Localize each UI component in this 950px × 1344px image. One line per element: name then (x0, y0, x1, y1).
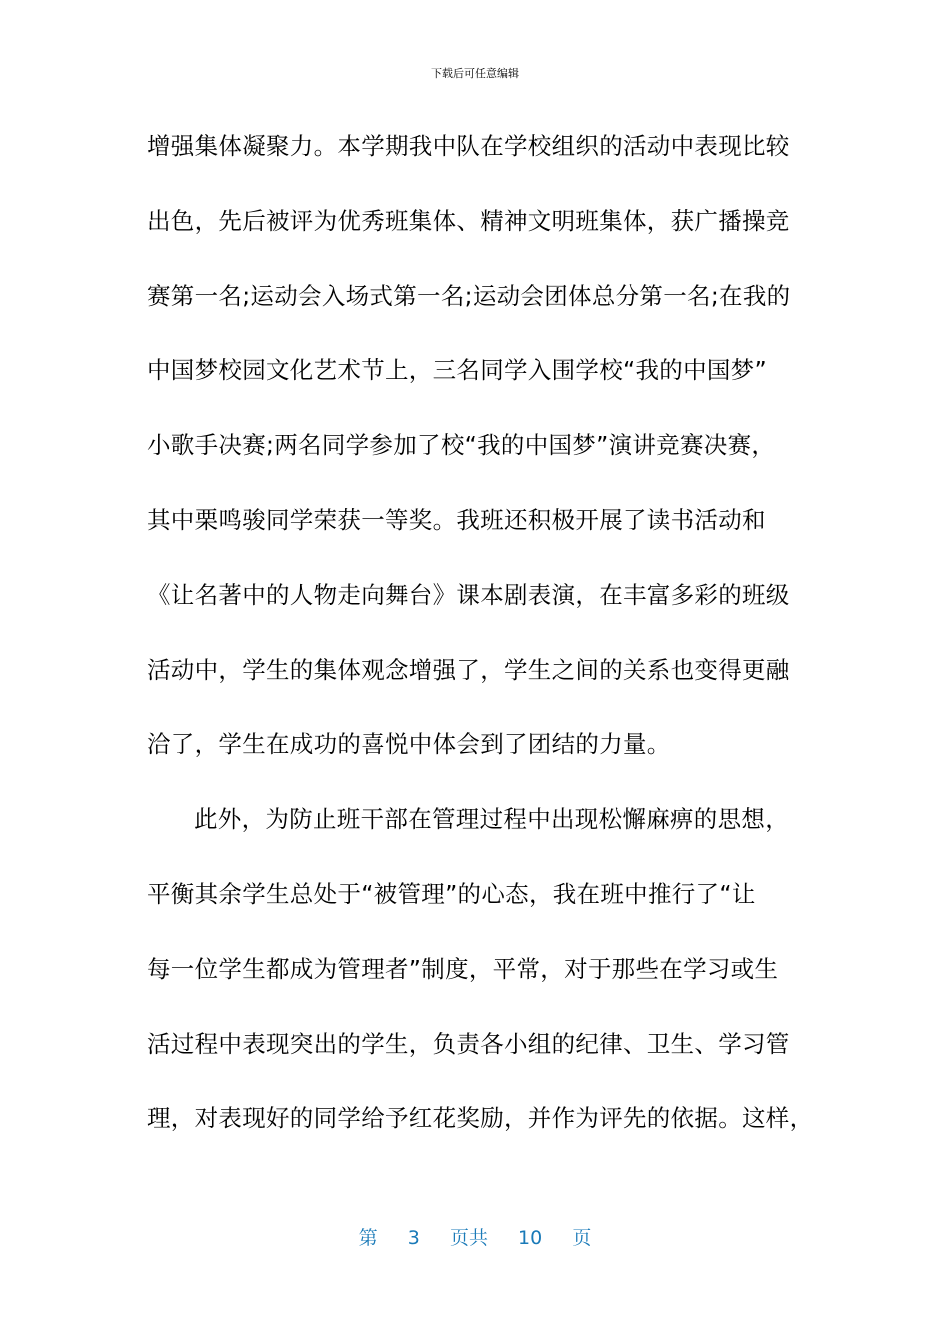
paragraph-line: 活过程中表现突出的学生，负责各小组的纪律、卫生、学习管 (147, 1029, 790, 1058)
paragraph-line: 小歌手决赛;两名同学参加了校“我的中国梦”演讲竞赛决赛， (147, 431, 776, 460)
paragraph-line: 赛第一名;运动会入场式第一名;运动会团体总分第一名;在我的 (147, 281, 791, 310)
paragraph-line: 中国梦校园文化艺术节上，三名同学入围学校“我的中国梦” (147, 356, 767, 385)
paragraph-line: 理，对表现好的同学给予红花奖励，并作为评先的依据。这样， (147, 1104, 814, 1133)
paragraph-line: 出色，先后被评为优秀班集体、精神文明班集体，获广播操竞 (147, 206, 790, 235)
page-header: 下载后可任意编辑 (431, 67, 519, 80)
footer-prefix: 第 (358, 1227, 378, 1249)
paragraph-line: 每一位学生都成为管理者”制度，平常，对于那些在学习或生 (147, 954, 779, 983)
paragraph-line: 此外，为防止班干部在管理过程中出现松懈麻痹的思想， (194, 805, 789, 834)
page-footer (0, 1224, 950, 1252)
paragraph-line: 活动中，学生的集体观念增强了，学生之间的关系也变得更融 (147, 655, 790, 684)
paragraph-line: 平衡其余学生总处于“被管理”的心态，我在班中推行了“让 (147, 879, 756, 908)
paragraph-line: 《让名著中的人物走向舞台》课本剧表演，在丰富多彩的班级 (147, 580, 790, 609)
paragraph-line: 增强集体凝聚力。本学期我中队在学校组织的活动中表现比较 (147, 132, 790, 160)
footer-current-page: 3 (407, 1227, 420, 1249)
footer-total-pages: 10 (518, 1227, 543, 1249)
paragraph-line: 洽了，学生在成功的喜悦中体会到了团结的力量。 (147, 730, 671, 759)
document-body (147, 122, 814, 1169)
footer-suffix: 页 (572, 1227, 592, 1249)
footer-middle: 页共 (449, 1227, 488, 1249)
paragraph-line: 其中栗鸣骏同学荣获一等奖。我班还积极开展了读书活动和 (147, 505, 766, 534)
